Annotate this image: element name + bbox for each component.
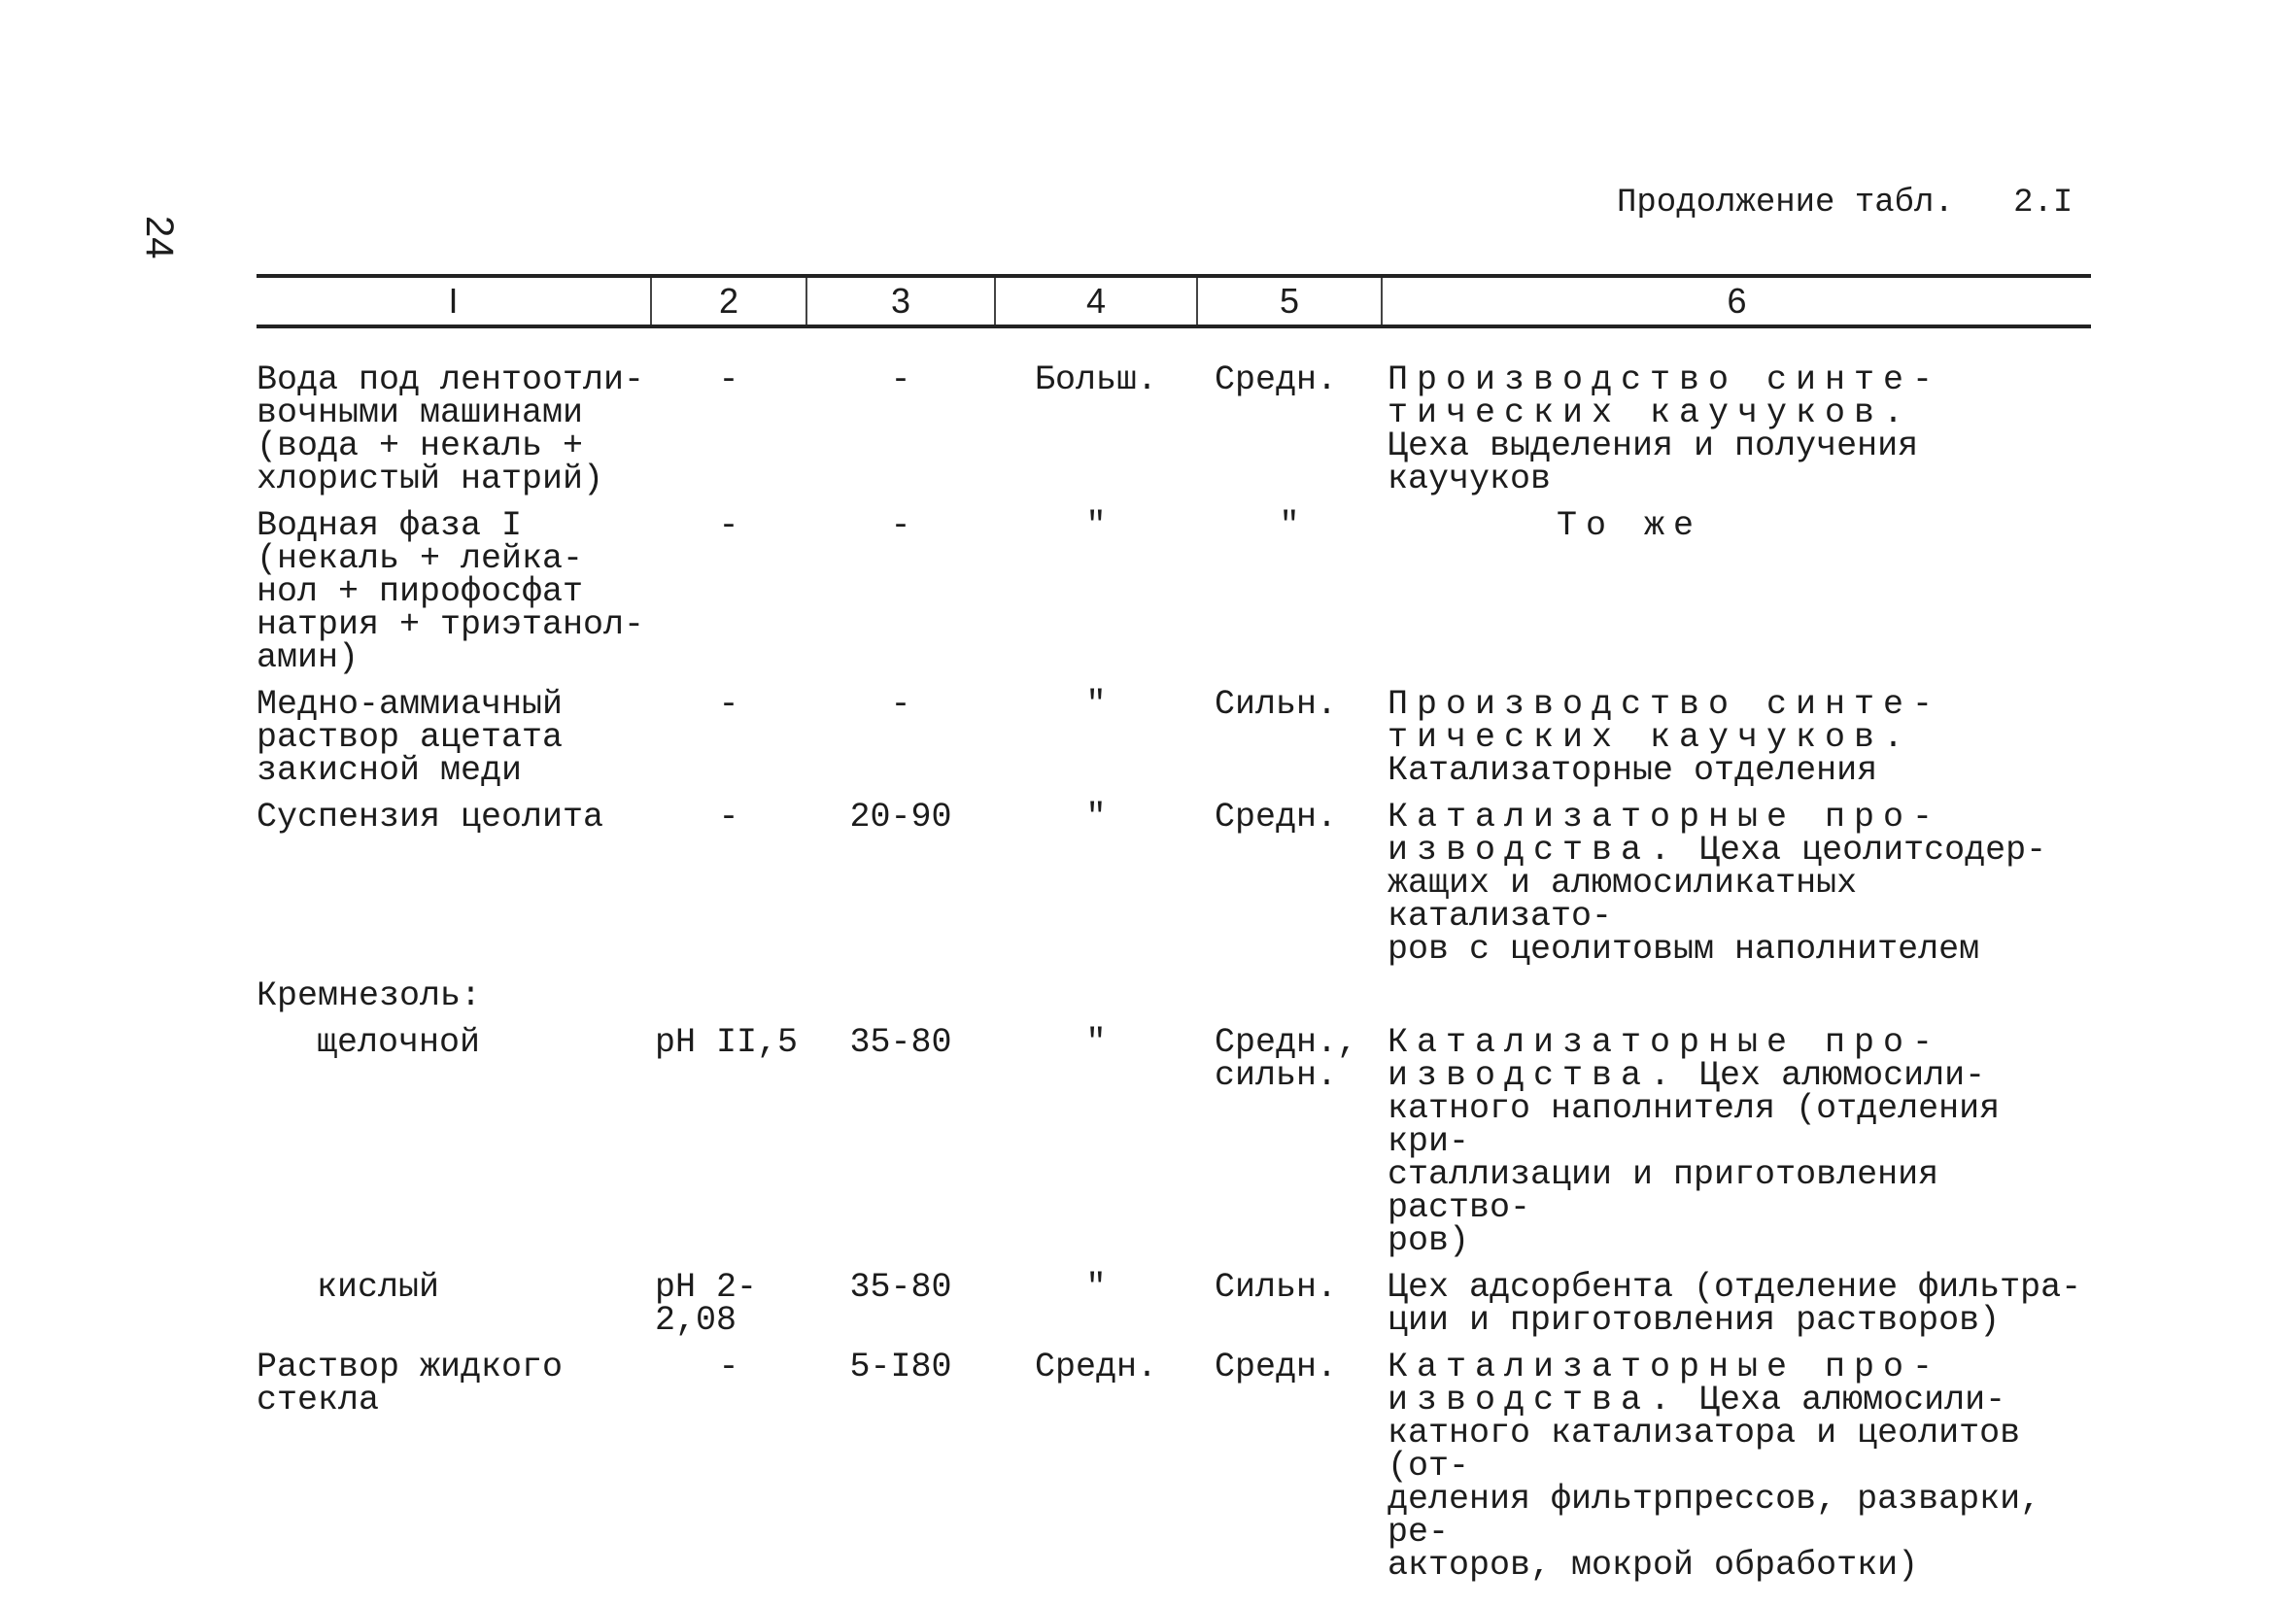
cell-col-3: - xyxy=(890,685,911,724)
cell-col-5: " xyxy=(1279,506,1300,545)
cell-col-5: Средн. xyxy=(1215,360,1338,399)
cell-col-4: Больш. xyxy=(1034,360,1158,399)
cell-col-6 xyxy=(1382,798,2091,979)
cell-col-2 xyxy=(651,979,806,1026)
cell-col-4: " xyxy=(1085,685,1107,724)
table-header-row xyxy=(257,276,2091,326)
page-number: 24 xyxy=(138,216,181,259)
table-row xyxy=(257,509,2091,688)
substance-name: Вода под лентоотли- вочными машинами (вода + некаль + хлористый натрий) xyxy=(257,360,645,498)
table-caption: Продолжение табл. 2.I xyxy=(1617,185,2073,222)
cell-col-6 xyxy=(1382,360,2091,509)
cell-col-3: 35-80 xyxy=(849,1268,952,1307)
cell-col-3: - xyxy=(890,506,911,545)
data-table xyxy=(257,274,2091,1595)
cell-col-5: Сильн. xyxy=(1215,1268,1338,1307)
cell-col-5 xyxy=(1197,979,1382,1026)
table-row xyxy=(257,1026,2091,1271)
header-col-1: I xyxy=(257,276,651,326)
cell-col-6 xyxy=(1382,1268,2091,1351)
table-row xyxy=(257,801,2091,979)
production-name: То же xyxy=(1557,506,1703,545)
cell-col-3: 35-80 xyxy=(849,1023,952,1062)
substance-name: Суспензия цеолита xyxy=(257,798,604,837)
cell-col-5: Средн. xyxy=(1215,1348,1338,1386)
cell-col-5: Средн. xyxy=(1215,798,1338,837)
production-name: Катализаторные про- изводства. xyxy=(1388,798,1942,870)
cell-col-5: Сильн. xyxy=(1215,685,1338,724)
cell-col-6 xyxy=(1382,685,2091,801)
cell-col-4: " xyxy=(1085,506,1107,545)
cell-col-3: - xyxy=(890,360,911,399)
cell-col-2: рН II,5 xyxy=(655,1023,799,1062)
production-name: Производство синте- тических каучуков. xyxy=(1388,360,1942,432)
header-col-2: 2 xyxy=(651,276,806,326)
cell-col-4 xyxy=(995,979,1197,1026)
cell-col-6 xyxy=(1382,1023,2091,1271)
cell-col-6 xyxy=(1382,1348,2091,1595)
cell-col-3: 20-90 xyxy=(849,798,952,837)
substance-name: Медно-аммиачный раствор ацетата закисной меди xyxy=(257,685,564,790)
cell-col-2: - xyxy=(718,506,739,545)
substance-name: щелочной xyxy=(317,1023,481,1062)
table-row xyxy=(257,1271,2091,1351)
cell-col-5: Средн., сильн. xyxy=(1215,1023,1358,1095)
cell-col-2: - xyxy=(718,360,739,399)
group-heading: Кремнезоль: xyxy=(257,976,482,1015)
cell-col-6 xyxy=(1382,506,2091,688)
workshop-text: Цех адсорбента (отделение фильтра- ции и приготовления растворов) xyxy=(1388,1268,2082,1340)
production-name: Катализаторные про- изводства. xyxy=(1388,1023,1942,1095)
substance-name: Водная фаза I (некаль + лейка- нол + пирофосфат натрия + триэтанол- амин) xyxy=(257,506,645,677)
production-name: Производство синте- тических каучуков. xyxy=(1388,685,1942,757)
table-row xyxy=(257,1351,2091,1595)
header-col-3: 3 xyxy=(806,276,995,326)
workshop-text: Цех алюмосили- катного наполнителя (отделения кри- сталлизации и приготовления раство- ров) xyxy=(1388,1056,2001,1260)
workshop-text: Катализаторные отделения xyxy=(1388,751,1878,790)
header-col-4: 4 xyxy=(995,276,1197,326)
cell-col-4: " xyxy=(1085,1268,1107,1307)
table-row xyxy=(257,979,2091,1026)
production-name: Катализаторные про- изводства. xyxy=(1388,1348,1942,1419)
substance-name: кислый xyxy=(317,1268,440,1307)
cell-col-6 xyxy=(1382,979,2091,1026)
workshop-text: Цеха выделения и получения каучуков xyxy=(1388,427,1919,498)
cell-col-2: рН 2- 2,08 xyxy=(655,1268,758,1340)
cell-col-2: - xyxy=(718,798,739,837)
header-col-5: 5 xyxy=(1197,276,1382,326)
header-col-6: 6 xyxy=(1382,276,2091,326)
cell-col-3 xyxy=(806,979,995,1026)
cell-col-4: " xyxy=(1085,1023,1107,1062)
cell-col-4: " xyxy=(1085,798,1107,837)
cell-col-3: 5-I80 xyxy=(849,1348,952,1386)
cell-col-4: Средн. xyxy=(1034,1348,1158,1386)
workshop-text: Цеха цеолитсодер- жащих и алюмосиликатных катализато- ров с цеолитовым наполнителем xyxy=(1388,831,2047,969)
table-row xyxy=(257,688,2091,801)
table-row xyxy=(257,363,2091,509)
cell-col-2: - xyxy=(718,1348,739,1386)
cell-col-2: - xyxy=(718,685,739,724)
workshop-text: Цеха алюмосили- катного катализатора и цеолитов (от- деления фильтрпрессов, разварки, ре- акторов, мокрой обработки) xyxy=(1388,1381,2041,1585)
substance-name: Раствор жидкого стекла xyxy=(257,1348,564,1419)
